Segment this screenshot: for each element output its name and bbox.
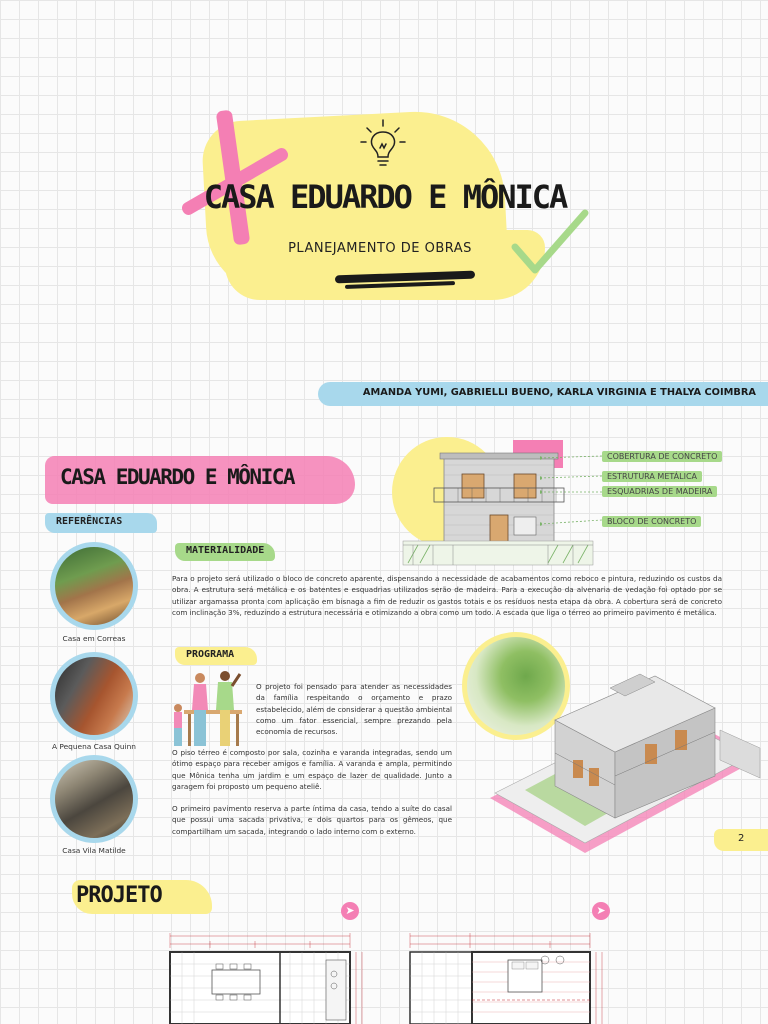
family-cooking-illustration <box>170 668 250 748</box>
material-label-block: BLOCO DE CONCRETO <box>602 516 701 527</box>
cover-title: CASA EDUARDO E MÔNICA <box>203 178 567 216</box>
reference-caption-2: A Pequena Casa Quinn <box>52 742 136 751</box>
material-leader-lines <box>540 450 610 530</box>
authors-text: AMANDA YUMI, GABRIELLI BUENO, KARLA VIRGINIA E THALYA COIMBRA <box>362 387 756 398</box>
material-label-roof: COBERTURA DE CONCRETO <box>602 451 722 462</box>
page-number: 2 <box>738 833 745 844</box>
north-arrow-icon-2: ➤ <box>592 902 610 920</box>
project-heading: PROJETO <box>76 883 162 908</box>
program-paragraph-1: O projeto foi pensado para atender as necessidades da família respeitando o orçamento e prazo estabelecido, além de considerar a questão ambiental como um fator essencial, sempre prezando pela economia de recursos. <box>256 682 452 737</box>
section-title: CASA EDUARDO E MÔNICA <box>60 465 295 489</box>
reference-image-1 <box>50 542 138 630</box>
upper-floor-plan <box>400 930 610 1024</box>
reference-image-3 <box>50 755 138 843</box>
program-paragraph-2: O piso térreo é composto por sala, cozinha e varanda integradas, sendo um ótimo espaço para receber amigos e família. A varanda e ampla, permitindo que Mônica tenha um jardim e um espaço de lazer de qualidade. Junto a garagem foi proposto um pequeno ateliê. <box>172 748 452 791</box>
material-label-structure: ESTRUTURA METÁLICA <box>602 471 702 482</box>
program-paragraph-3: O primeiro pavimento reserva a parte íntima da casa, tendo a suíte do casal que possui uma sacada privativa, e dois quartos para os gêmeos, que compartilham um sacada, integrando o lado interno com o externo. <box>172 804 452 836</box>
cover-section <box>0 0 768 420</box>
north-arrow-icon-1: ➤ <box>341 902 359 920</box>
reference-image-2 <box>50 652 138 740</box>
cover-subtitle: PLANEJAMENTO DE OBRAS <box>288 241 472 256</box>
program-heading: PROGRAMA <box>186 649 235 660</box>
reference-caption-1: Casa em Correas <box>62 634 126 643</box>
materiality-heading: MATERIALIDADE <box>186 545 265 556</box>
ground-floor-plan <box>150 930 370 1024</box>
reference-caption-3: Casa Vila Matilde <box>62 846 126 855</box>
lightbulb-icon <box>355 118 411 170</box>
references-heading: REFERÊNCIAS <box>56 516 123 527</box>
material-label-frames: ESQUADRIAS DE MADEIRA <box>602 486 717 497</box>
materiality-text: Para o projeto será utilizado o bloco de concreto aparente, dispensando a necessidade de acabamentos como reboco e pintura, reduzindo os custos da obra. A estrutura será metálica e os batentes e esquadrias utilizados serão de madeira. Para a execução da alvenaria de vedação foi optado por se utilizar argamassa pronta com aplicação em bisnaga a fim de reduzir os gastos totais e os resíduos nesta etapa da obra. A cobertura será de concreto com inclinação 3%, reduzindo a estrutura necessária e otimizando a obra como um todo. A escada que liga o térreo ao primeiro pavimento é metálica. <box>172 574 722 617</box>
